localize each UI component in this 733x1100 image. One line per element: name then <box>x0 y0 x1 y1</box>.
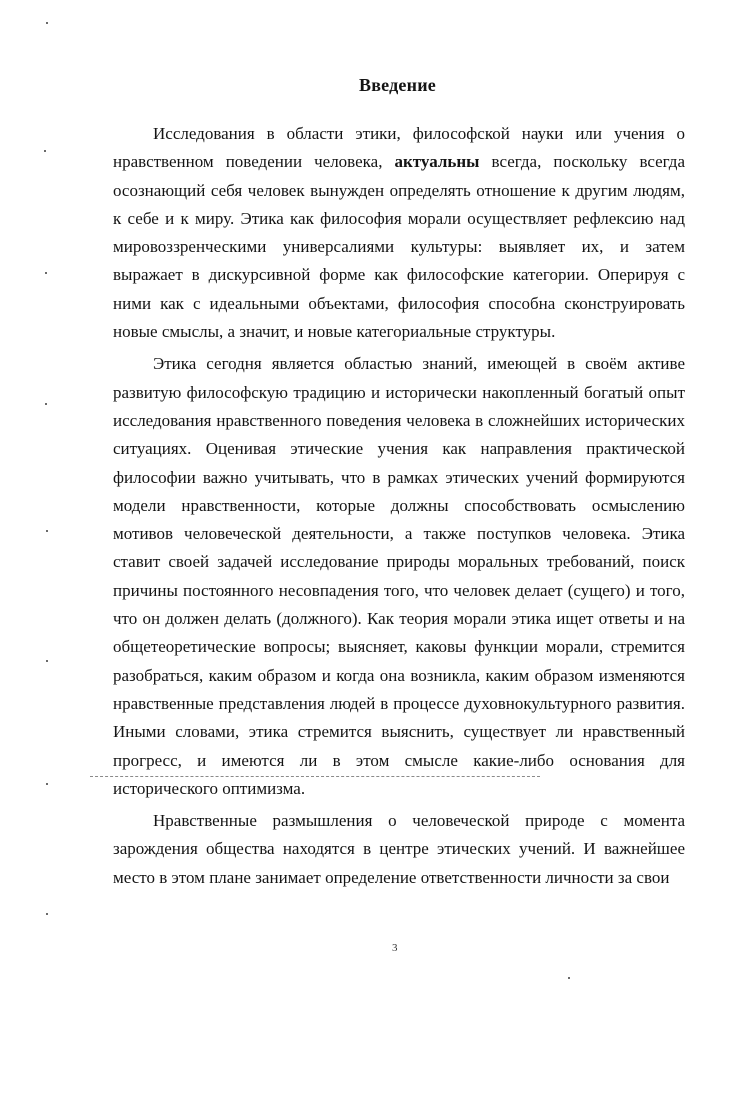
body-text <box>113 120 685 896</box>
scan-speck <box>45 272 47 274</box>
scan-speck <box>568 977 570 979</box>
paragraph-1 <box>113 120 685 346</box>
page-number: 3 <box>392 942 398 954</box>
scan-speck <box>45 403 47 405</box>
scan-speck <box>46 660 48 662</box>
paragraph-3: Нравственные размышления о человеческой природе с момента зарождения общества находятся в центре этических учений. И важнейшее место в этом плане занимает определение ответственности личности за свои <box>113 811 685 887</box>
scan-speck <box>46 783 48 785</box>
scan-speck <box>46 913 48 915</box>
paragraph-1-end: всегда, поскольку всегда осознающий себя человек вынужден определять отношение к другим людям, к себе и к миру. Этика как философия морали осуществляет рефлексию над мировоззренческими универсалиями культуры: выявляет их, и затем выражает в дискурсивной форме как философские категории. Оперируя с ними как с идеальными объектами, философия способна сконструировать новые смыслы, а значит, и новые категориальные структуры. <box>113 152 685 342</box>
section-title: Введение <box>359 75 436 95</box>
scan-speck <box>46 530 48 532</box>
scan-speck <box>44 150 46 152</box>
scan-speck <box>46 22 48 24</box>
emphasized-word: актуальны <box>394 152 480 172</box>
paragraph-2: Этика сегодня является областью знаний, имеющей в своём активе развитую философскую традицию и исторически накопленный богатый опыт исследования нравственного поведения человека в сложнейших исторических ситуациях. Оценивая этические учения как направления практической философии важно учитывать, что в рамках этических учений формируются модели нравственности, которые должны способствовать осмыслению мотивов человеческой деятельности, а также поступков человека. Этика ставит своей задачей исследование природы моральных требований, поиск причины постоянного несовпадения того, что человек делает (сущего) и того, что он должен делать (должного). Как теория морали этика ищет ответы и на общетеоретические вопросы; выясняет, каковы функции морали, стремится разобраться, каким образом и когда она возникла, каким образом изменяются нравственные представления людей в процессе духовнокультурного развития. Иными словами, этика стремится выяснить, существует ли нравственный прогресс, и имеются ли в этом смысле какие-либо основания для исторического оптимизма. <box>113 354 685 798</box>
paragraph-1-start: Исследования в области этики, философской науки или учения о нравственном поведении человека, <box>113 124 685 172</box>
